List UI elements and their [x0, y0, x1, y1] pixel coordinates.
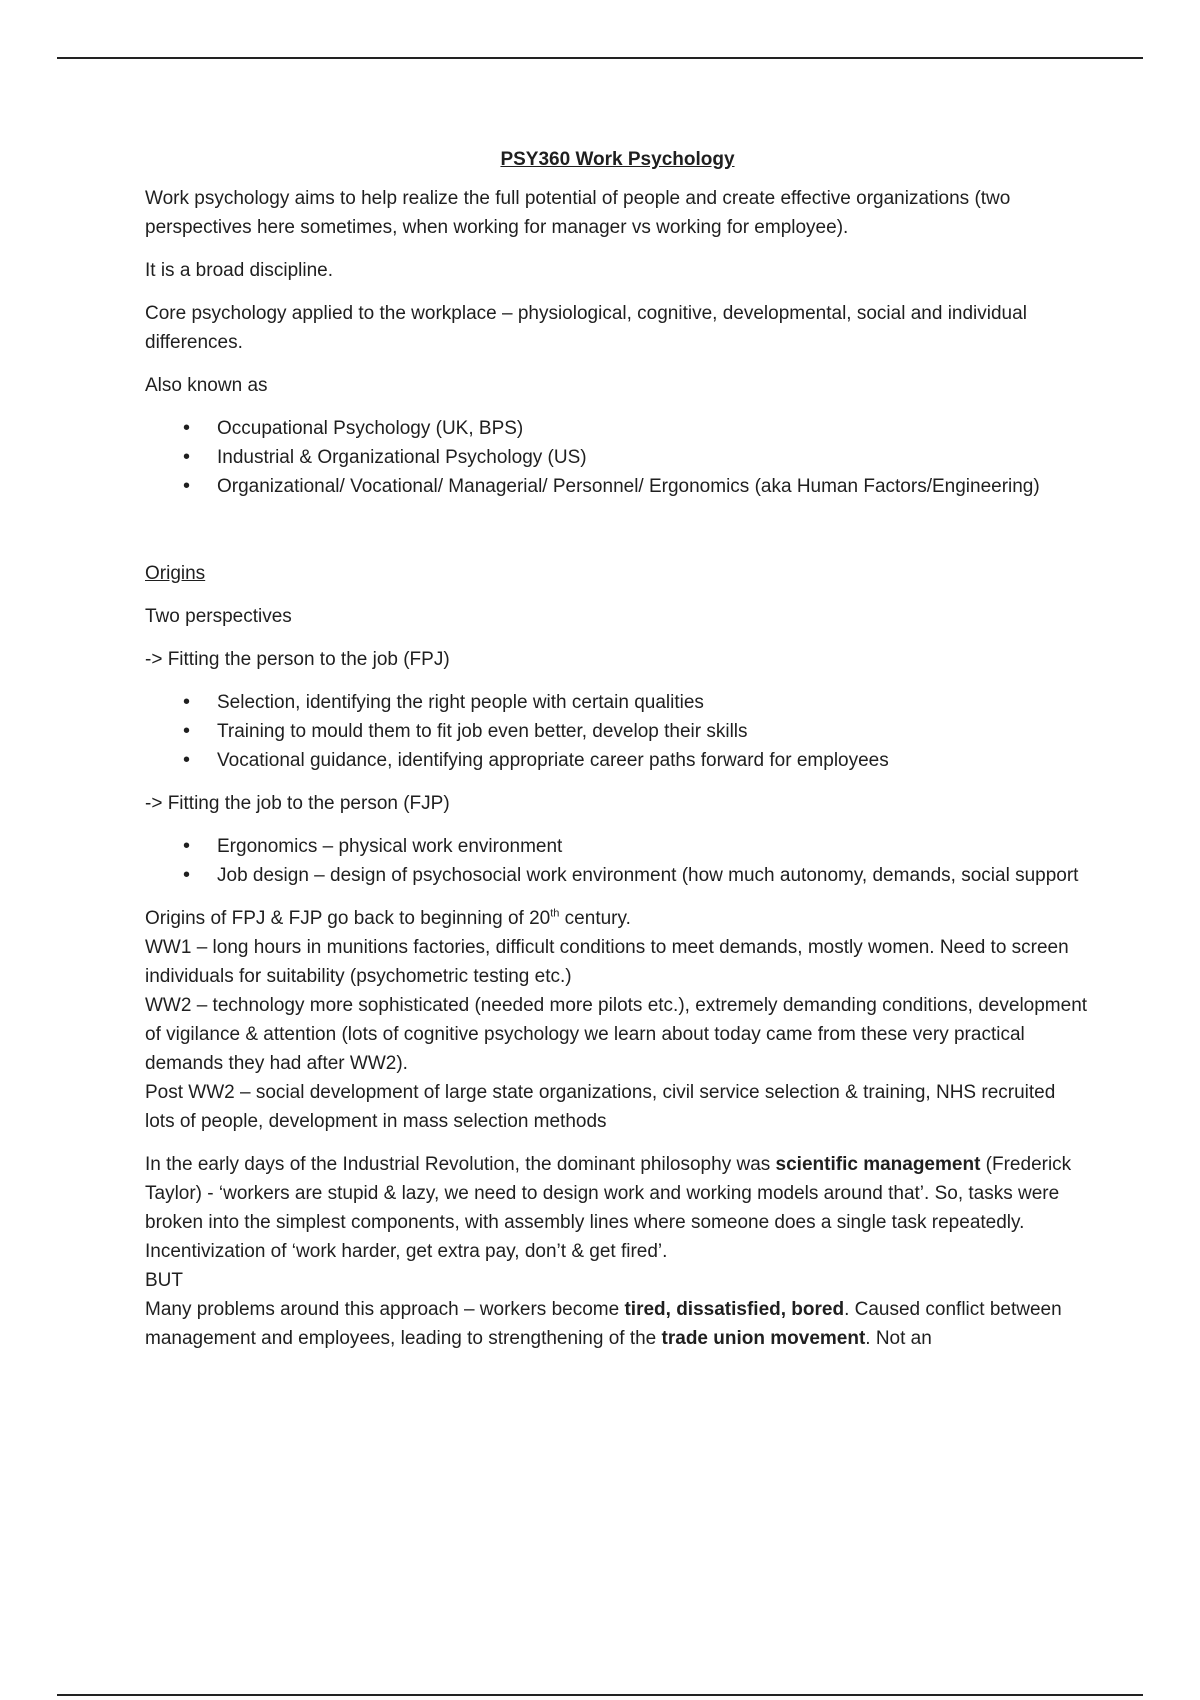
intro-paragraph-3: Core psychology applied to the workplace – physiological, cognitive, developmental, social and individual differences. — [145, 303, 1027, 353]
list-item: • Industrial & Organizational Psychology (US) — [217, 443, 1090, 472]
scientific-management-block — [145, 1150, 1090, 1353]
history-line-1: Origins of FPJ & FJP go back to beginning of 20th century. — [145, 907, 631, 929]
list-item: • Selection, identifying the right people with certain qualities — [217, 688, 1090, 717]
aka-list — [145, 414, 1090, 501]
origins-heading: Origins — [145, 563, 206, 584]
list-item: • Job design – design of psychosocial work environment (how much autonomy, demands, social support — [217, 861, 1090, 890]
document-page — [145, 145, 1090, 1353]
fjp-label: -> Fitting the job to the person (FJP) — [145, 793, 450, 814]
intro-paragraph-1: Work psychology aims to help realize the full potential of people and create effective organizations (two perspectives here sometimes, when working for manager vs working for employee). — [145, 188, 1011, 238]
header-rule — [57, 57, 1143, 59]
fpj-list — [145, 688, 1090, 775]
list-item: • Organizational/ Vocational/ Managerial/ Personnel/ Ergonomics (aka Human Factors/Engineering) — [217, 472, 1090, 501]
list-item: • Ergonomics – physical work environment — [217, 832, 1090, 861]
but-line: BUT — [145, 1270, 183, 1291]
scientific-management-paragraph: In the early days of the Industrial Revolution, the dominant philosophy was scientific management (Frederick Taylor) - ‘workers are stupid & lazy, we need to design work and working models around that’. So, tasks were broken into the simplest components, with assembly lines where someone does a single task repeatedly. Incentivization of ‘work harder, get extra pay, don’t & get fired’. — [145, 1154, 1072, 1262]
intro-paragraph-2: It is a broad discipline. — [145, 260, 333, 281]
ww2-paragraph: WW2 – technology more sophisticated (needed more pilots etc.), extremely demanding conditions, development of vigilance & attention (lots of cognitive psychology we learn about today came from these very practical demands they had after WW2). — [145, 995, 1088, 1074]
problems-paragraph: Many problems around this approach – workers become tired, dissatisfied, bored. Caused conflict between management and employees, leading to strengthening of the trade union movement. Not an — [145, 1299, 1062, 1349]
intro-paragraph-4: Also known as — [145, 375, 268, 396]
list-item: • Vocational guidance, identifying appropriate career paths forward for employees — [217, 746, 1090, 775]
fpj-label: -> Fitting the person to the job (FPJ) — [145, 649, 450, 670]
list-item: • Training to mould them to fit job even better, develop their skills — [217, 717, 1090, 746]
history-block — [145, 904, 1090, 1136]
post-ww2-paragraph: Post WW2 – social development of large state organizations, civil service selection & training, NHS recruited lots of people, development in mass selection methods — [145, 1082, 1056, 1132]
ww1-paragraph: WW1 – long hours in munitions factories, difficult conditions to meet demands, mostly women. Need to screen individuals for suitability (psychometric testing etc.) — [145, 937, 1069, 987]
fjp-list — [145, 832, 1090, 890]
list-item: • Occupational Psychology (UK, BPS) — [217, 414, 1090, 443]
footer-rule — [57, 1694, 1143, 1696]
two-perspectives: Two perspectives — [145, 606, 292, 627]
document-title: PSY360 Work Psychology — [500, 149, 735, 170]
